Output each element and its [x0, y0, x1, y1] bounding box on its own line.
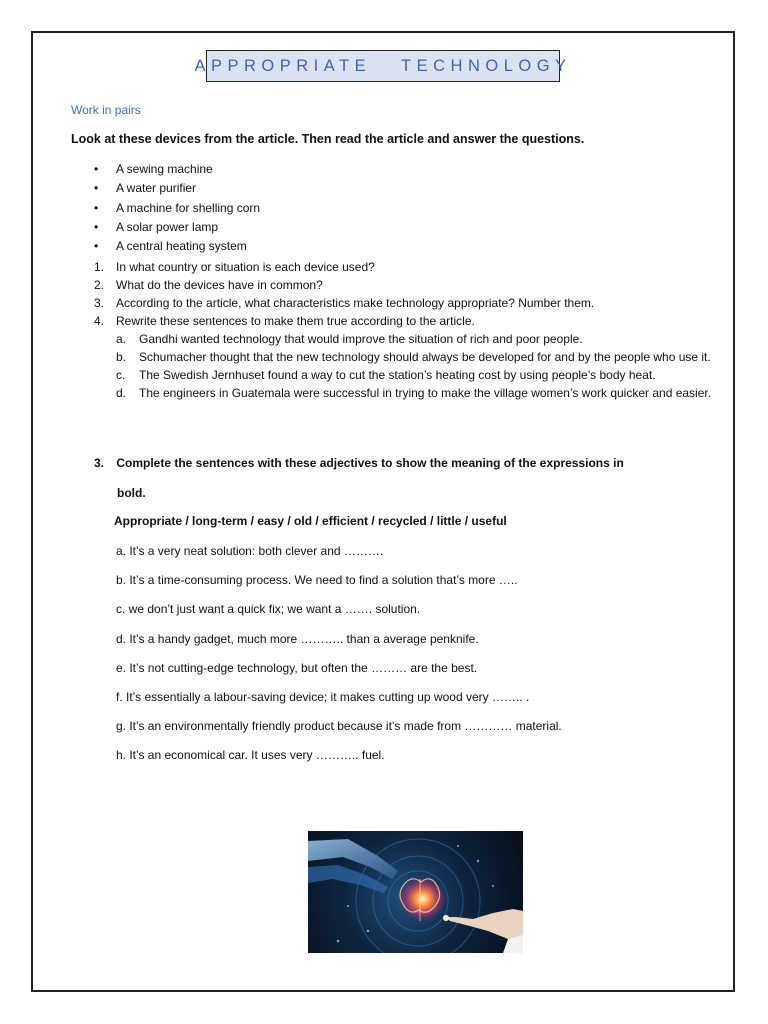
section-3-bold-word: bold. [117, 486, 146, 500]
rewrite-text: Schumacher thought that the new technology should always be developed for and by the people who use it. [139, 350, 711, 364]
question-item [94, 312, 724, 402]
rewrite-text: Gandhi wanted technology that would improve the situation of rich and poor people. [139, 332, 583, 346]
sentence-item: c. we don’t just want a quick fix; we want a ……. solution. [116, 602, 421, 617]
question-number: 3. [94, 296, 105, 310]
rewrite-text: The Swedish Jernhuset found a way to cut the station’s heating cost by using people’s body heat. [139, 368, 656, 382]
sentence-item: e. It’s not cutting-edge technology, but often the ……… are the best. [116, 660, 478, 675]
sentence-item: f. It’s essentially a labour-saving device; it makes cutting up wood very …….. . [116, 689, 530, 704]
adjective-list: Appropriate / long-term / easy / old / efficient / recycled / little / useful [114, 514, 507, 528]
question-text: Rewrite these sentences to make them true according to the article. [116, 314, 475, 328]
device-list [94, 162, 260, 258]
intro-instruction: Look at these devices from the article. Then read the article and answer the questions. [71, 132, 585, 146]
question-text: In what country or situation is each device used? [116, 260, 375, 274]
device-item: • A solar power lamp [94, 220, 260, 239]
section-3-instruction [94, 456, 624, 470]
rewrite-item [116, 330, 724, 348]
device-item: • A machine for shelling corn [94, 201, 260, 220]
robot-hand-brain-image [308, 831, 523, 953]
device-item: • A central heating system [94, 239, 260, 258]
image-artwork [308, 831, 523, 953]
question-number: 2. [94, 278, 105, 292]
device-item: • A sewing machine [94, 162, 260, 181]
rewrite-letter: a. [116, 332, 127, 346]
question-number: 4. [94, 314, 105, 328]
section-3-text: Complete the sentences with these adjectives to show the meaning of the expressions in [116, 456, 624, 470]
rewrite-letter: c. [116, 368, 126, 382]
sentence-list [116, 544, 562, 778]
rewrite-item [116, 366, 724, 384]
question-item [94, 276, 724, 294]
question-number: 1. [94, 260, 105, 274]
sentence-item: a. It’s a very neat solution: both clever and ………. [116, 544, 384, 558]
rewrite-item [116, 384, 724, 402]
question-text: According to the article, what characteristics make technology appropriate? Number them. [116, 296, 595, 310]
question-text: What do the devices have in common? [116, 278, 323, 292]
section-3-number: 3. [94, 456, 105, 470]
sentence-item: d. It’s a handy gadget, much more ……….. than a average penknife. [116, 631, 479, 646]
sentence-item: b. It’s a time-consuming process. We need to find a solution that’s more ….. [116, 573, 518, 588]
question-item [94, 294, 724, 312]
page-title: APPROPRIATE TECHNOLOGY [206, 50, 560, 82]
rewrite-text: The engineers in Guatemala were successful in trying to make the village women’s work quicker and easier. [139, 386, 712, 400]
question-item [94, 258, 724, 276]
rewrite-letter: b. [116, 350, 127, 364]
rewrite-list [116, 330, 724, 402]
device-item: • A water purifier [94, 181, 260, 200]
work-in-pairs-label: Work in pairs [71, 103, 141, 117]
rewrite-letter: d. [116, 386, 127, 400]
sentence-item: h. It’s an economical car. It uses very ……….. fuel. [116, 748, 385, 763]
question-list [94, 258, 724, 402]
rewrite-item [116, 348, 724, 366]
sentence-item: g. It’s an environmentally friendly product because it’s made from ………… material. [116, 719, 562, 734]
